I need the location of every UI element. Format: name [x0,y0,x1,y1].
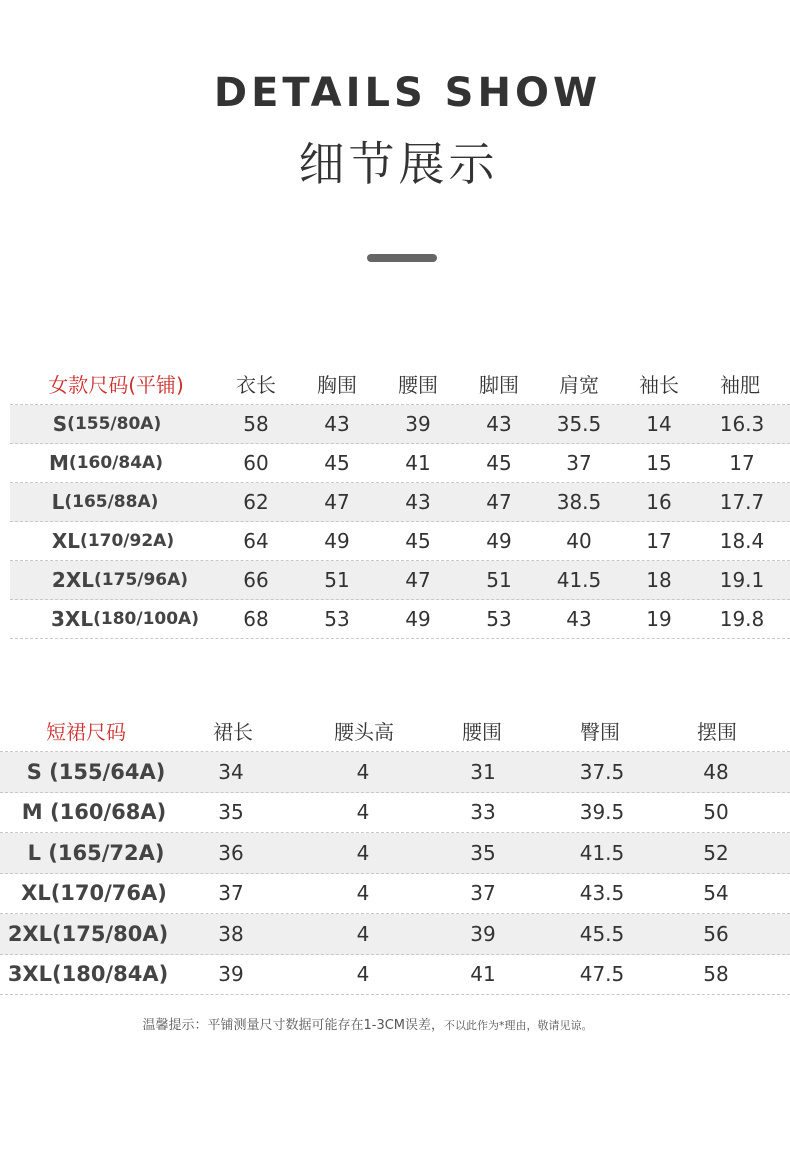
table-cell: 37 [470,881,496,906]
column-header: 袖长 [639,372,679,397]
table-cell: 19 [646,607,672,631]
table-cell: 43 [566,607,592,631]
table-cell: 33 [470,800,496,825]
page-title-en: DETAILS SHOW [213,70,602,116]
skirt-table-body [0,751,790,995]
table-cell: 54 [703,881,729,906]
size-label: M (160/84A) [49,451,163,475]
table-row [10,561,790,600]
table-cell: 58 [243,412,269,436]
skirt-table-title: 短裙尺码 [46,719,126,744]
table-cell: 41 [470,962,496,987]
table-cell: 45 [324,451,350,475]
table-cell: 49 [405,607,431,631]
women-table-body [10,404,790,639]
table-cell: 39 [405,412,431,436]
table-cell: 31 [470,759,496,784]
table-cell: 47 [486,490,512,514]
table-cell: 17.7 [719,490,765,514]
table-cell: 51 [486,568,512,592]
table-cell: 52 [703,840,729,865]
size-label: S (155/64A) [26,759,166,784]
table-cell: 39.5 [579,800,625,825]
column-header: 裙长 [213,719,253,744]
column-header: 肩宽 [559,372,599,397]
column-header: 臀围 [580,719,620,744]
table-cell: 16.3 [719,412,765,436]
table-cell: 50 [703,800,729,825]
table-cell: 43 [324,412,350,436]
size-label: 2XL (175/96A) [51,568,189,592]
table-cell: 35.5 [556,412,602,436]
column-header: 腰头高 [334,719,394,744]
column-header: 胸围 [317,372,357,397]
table-cell: 41 [405,451,431,475]
table-cell: 4 [356,759,370,784]
table-row [0,752,790,793]
size-label: S (155/80A) [52,412,162,436]
table-cell: 56 [703,921,729,946]
column-header: 脚围 [479,372,519,397]
table-cell: 62 [243,490,269,514]
table-cell: 49 [486,529,512,553]
table-cell: 37 [566,451,592,475]
skirt-size-table [0,709,790,999]
table-cell: 60 [243,451,269,475]
column-header: 腰围 [398,372,438,397]
table-cell: 18 [646,568,672,592]
column-header: 袖肥 [720,372,760,397]
size-label: M (160/68A) [21,800,167,825]
table-cell: 51 [324,568,350,592]
table-row [0,874,790,915]
women-table-title: 女款尺码(平铺) [48,372,184,397]
size-label: L (165/88A) [51,490,159,514]
size-label: 2XL(175/80A) [7,921,169,946]
table-cell: 41.5 [556,568,602,592]
table-row [10,522,790,561]
table-cell: 39 [470,921,496,946]
table-row [0,793,790,834]
table-cell: 4 [356,881,370,906]
table-cell: 38 [218,921,244,946]
table-cell: 43.5 [579,881,625,906]
size-label: L (165/72A) [27,840,165,865]
table-cell: 17 [729,451,755,475]
column-header: 腰围 [462,719,502,744]
table-cell: 4 [356,840,370,865]
table-cell: 53 [486,607,512,631]
table-cell: 47 [405,568,431,592]
table-row [0,914,790,955]
table-row [10,444,790,483]
table-cell: 68 [243,607,269,631]
table-cell: 15 [646,451,672,475]
size-label: 3XL(180/84A) [7,962,169,987]
table-cell: 64 [243,529,269,553]
table-cell: 39 [218,962,244,987]
column-header: 衣长 [236,372,276,397]
size-label: 3XL (180/100A) [51,607,199,631]
column-header: 摆围 [697,719,737,744]
skirt-table-header [0,709,790,751]
table-cell: 48 [703,759,729,784]
table-cell: 43 [486,412,512,436]
table-cell: 37 [218,881,244,906]
table-row [10,600,790,639]
table-cell: 53 [324,607,350,631]
table-cell: 66 [243,568,269,592]
women-size-table [0,362,790,644]
table-cell: 45.5 [579,921,625,946]
table-cell: 47 [324,490,350,514]
table-cell: 17 [646,529,672,553]
table-cell: 38.5 [556,490,602,514]
table-cell: 36 [218,840,244,865]
table-cell: 47.5 [579,962,625,987]
table-cell: 35 [218,800,244,825]
table-cell: 37.5 [579,759,625,784]
table-row [10,405,790,444]
size-label: XL (170/92A) [51,529,175,553]
table-cell: 43 [405,490,431,514]
title-divider [367,254,437,262]
table-cell: 18.4 [719,529,765,553]
table-cell: 4 [356,800,370,825]
table-row [0,833,790,874]
note-small: 不以此作为*理由，敬请见谅。 [444,1019,593,1032]
table-cell: 16 [646,490,672,514]
table-cell: 35 [470,840,496,865]
size-label: XL(170/76A) [21,881,167,906]
table-cell: 58 [703,962,729,987]
table-cell: 19.8 [719,607,765,631]
table-cell: 4 [356,962,370,987]
women-table-header [0,362,790,404]
measurement-note [0,1014,735,1033]
table-row [10,483,790,522]
note-main: 温馨提示：平铺测量尺寸数据可能存在1-3CM误差， [142,1018,445,1033]
table-cell: 14 [646,412,672,436]
table-cell: 45 [486,451,512,475]
table-cell: 41.5 [579,840,625,865]
table-cell: 45 [405,529,431,553]
table-cell: 40 [566,529,592,553]
page-title-cn: 细节展示 [298,137,499,191]
table-cell: 49 [324,529,350,553]
table-cell: 34 [218,759,244,784]
table-cell: 4 [356,921,370,946]
table-row [0,955,790,996]
table-cell: 19.1 [719,568,765,592]
